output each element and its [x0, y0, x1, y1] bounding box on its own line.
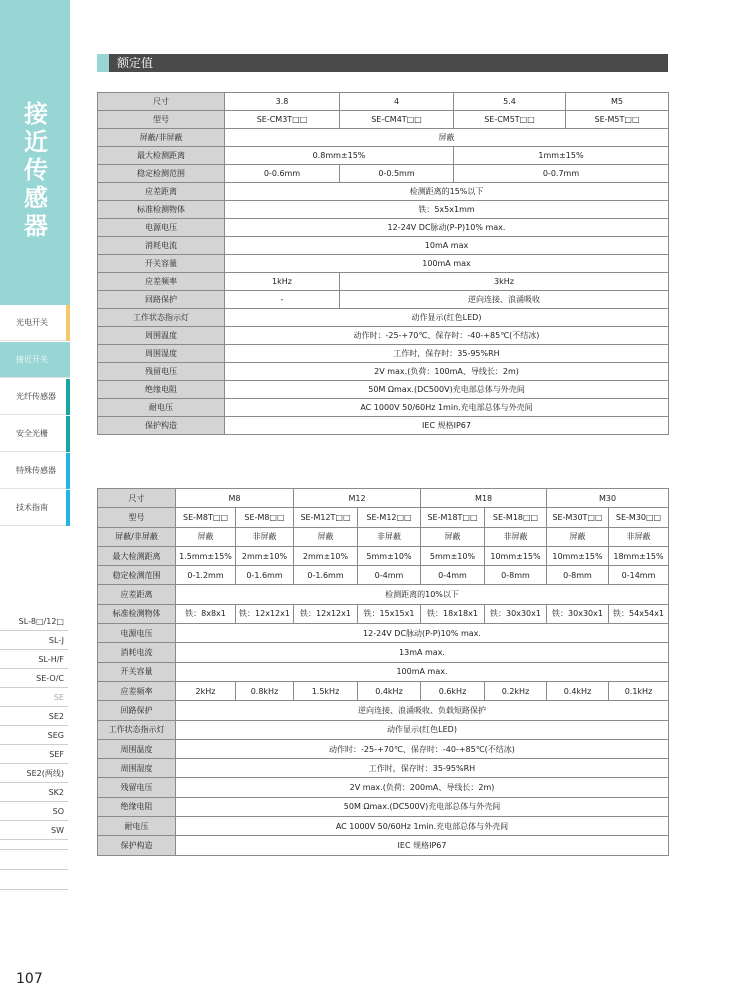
table-row — [98, 797, 669, 816]
table-row — [98, 585, 669, 604]
table-row — [98, 327, 669, 345]
table-cell: 18mm±15% — [609, 546, 669, 565]
row-label: 稳定检测范围 — [98, 566, 176, 585]
table-cell: 屏蔽 — [225, 129, 669, 147]
sidebar-item-special[interactable] — [0, 453, 70, 489]
series-item[interactable]: SEG — [0, 726, 68, 745]
table-cell: SE-M12□□ — [358, 508, 421, 527]
row-label: 周围湿度 — [98, 345, 225, 363]
row-label: 耐电压 — [98, 817, 176, 836]
row-label: 尺寸 — [98, 489, 176, 508]
divider — [0, 889, 68, 890]
table-cell: M8 — [176, 489, 294, 508]
row-label: 屏蔽/非屏蔽 — [98, 129, 225, 147]
table-cell: 10mm±15% — [485, 546, 547, 565]
table-cell: 4 — [340, 93, 454, 111]
table-cell: 铁：54x54x1 — [609, 604, 669, 623]
table-cell: 100mA max. — [176, 662, 669, 681]
table-cell: 0-14mm — [609, 566, 669, 585]
row-label: 耐电压 — [98, 399, 225, 417]
table-cell: 0-1.2mm — [176, 566, 236, 585]
table-row — [98, 624, 669, 643]
table-row — [98, 147, 669, 165]
series-item[interactable]: SL-J — [0, 631, 68, 650]
row-label: 电源电压 — [98, 624, 176, 643]
series-item[interactable]: SEF — [0, 745, 68, 764]
table-cell: 屏蔽 — [421, 527, 485, 546]
table-row — [98, 417, 669, 435]
table-row — [98, 546, 669, 565]
sidebar-title: 接 近 传 感 器 — [24, 100, 48, 240]
table-row — [98, 739, 669, 758]
category-marker — [66, 379, 70, 415]
table-row — [98, 345, 669, 363]
sidebar-item-label: 安全光栅 — [16, 429, 48, 438]
row-label: 保护构造 — [98, 417, 225, 435]
row-label: 屏蔽/非屏蔽 — [98, 527, 176, 546]
table-cell: 3kHz — [340, 273, 669, 291]
divider — [0, 849, 68, 850]
table-cell: 0-8mm — [485, 566, 547, 585]
table-row — [98, 183, 669, 201]
table-cell: 检测距离的10%以下 — [176, 585, 669, 604]
heading-accent — [97, 54, 109, 72]
series-item-current[interactable]: SE — [0, 688, 68, 707]
table-cell: 动作显示(红色LED) — [176, 720, 669, 739]
table-cell: AC 1000V 50/60Hz 1min.充电部总体与外壳间 — [176, 817, 669, 836]
table-cell: 动作时：-25-+70℃、保存时：-40-+85℃(不结冰) — [176, 739, 669, 758]
row-label: 工作状态指示灯 — [98, 720, 176, 739]
category-marker — [66, 305, 70, 341]
row-label: 最大检测距离 — [98, 546, 176, 565]
table-cell: SE-CM4T□□ — [340, 111, 454, 129]
row-label: 消耗电流 — [98, 643, 176, 662]
table-cell: 1mm±15% — [454, 147, 669, 165]
table-cell: M12 — [294, 489, 421, 508]
table-cell: 50M Ωmax.(DC500V)充电部总体与外壳间 — [176, 797, 669, 816]
table-cell: 0-4mm — [421, 566, 485, 585]
sidebar-item-label: 特殊传感器 — [16, 466, 56, 475]
table-cell: - — [225, 291, 340, 309]
row-label: 最大检测距离 — [98, 147, 225, 165]
sidebar-item-guide[interactable] — [0, 490, 70, 526]
category-marker — [66, 416, 70, 452]
series-item[interactable]: SO — [0, 802, 68, 821]
table-cell: 铁：12x12x1 — [294, 604, 358, 623]
table-cell: AC 1000V 50/60Hz 1min.充电部总体与外壳间 — [225, 399, 669, 417]
table-row — [98, 201, 669, 219]
table-cell: 1.5kHz — [294, 681, 358, 700]
table-cell: 工作时，保存时：35-95%RH — [176, 759, 669, 778]
table-row — [98, 701, 669, 720]
table-cell: 5mm±10% — [358, 546, 421, 565]
table-cell: 铁：5x5x1mm — [225, 201, 669, 219]
table-cell: 2V max.(负荷：100mA、导线长：2m) — [225, 363, 669, 381]
row-label: 周围温度 — [98, 739, 176, 758]
table-row — [98, 662, 669, 681]
sidebar-item-photoelectric[interactable] — [0, 305, 70, 341]
rating-table-small — [97, 92, 669, 435]
table-cell: 铁：30x30x1 — [485, 604, 547, 623]
table-cell: 0.6kHz — [421, 681, 485, 700]
table-cell: SE-M30T□□ — [547, 508, 609, 527]
table-cell: 屏蔽 — [547, 527, 609, 546]
table-cell: SE-M18T□□ — [421, 508, 485, 527]
table-cell: 0-1.6mm — [236, 566, 294, 585]
table-row — [98, 836, 669, 855]
row-label: 型号 — [98, 111, 225, 129]
table-cell: 1kHz — [225, 273, 340, 291]
table-cell: SE-M30□□ — [609, 508, 669, 527]
row-label: 残留电压 — [98, 363, 225, 381]
table-cell: 铁：8x8x1 — [176, 604, 236, 623]
table-row — [98, 759, 669, 778]
row-label: 型号 — [98, 508, 176, 527]
table-cell: 非屏蔽 — [358, 527, 421, 546]
row-label: 应差距离 — [98, 585, 176, 604]
table-row — [98, 604, 669, 623]
series-item[interactable]: SE2 — [0, 707, 68, 726]
table-cell: M5 — [566, 93, 669, 111]
table-cell: 动作显示(红色LED) — [225, 309, 669, 327]
table-cell: 0-4mm — [358, 566, 421, 585]
table-cell: 13mA max. — [176, 643, 669, 662]
category-marker — [66, 453, 70, 489]
series-item[interactable]: SL-H/F — [0, 650, 68, 669]
table-row — [98, 381, 669, 399]
table-row — [98, 817, 669, 836]
table-cell: 2V max.(负荷：200mA、导线长：2m) — [176, 778, 669, 797]
sidebar-item-fiber[interactable] — [0, 379, 70, 415]
table-cell: 2kHz — [176, 681, 236, 700]
table-row — [98, 489, 669, 508]
table-row — [98, 720, 669, 739]
table-row — [98, 93, 669, 111]
table-cell: 50M Ωmax.(DC500V)充电部总体与外壳间 — [225, 381, 669, 399]
table-row — [98, 681, 669, 700]
table-cell: 非屏蔽 — [236, 527, 294, 546]
table-row — [98, 399, 669, 417]
table-cell: SE-M8□□ — [236, 508, 294, 527]
section-heading — [97, 54, 668, 72]
table-cell: 铁：15x15x1 — [358, 604, 421, 623]
table-cell: 0-1.6mm — [294, 566, 358, 585]
table-cell: SE-M5T□□ — [566, 111, 669, 129]
table-cell: 检测距离的15%以下 — [225, 183, 669, 201]
sidebar-item-label: 技术指南 — [16, 503, 48, 512]
row-label: 周围温度 — [98, 327, 225, 345]
table-cell: 0-0.5mm — [340, 165, 454, 183]
row-label: 绝缘电阻 — [98, 381, 225, 399]
table-cell: 12-24V DC脉动(P-P)10% max. — [225, 219, 669, 237]
table-cell: 0-0.7mm — [454, 165, 669, 183]
row-label: 周围湿度 — [98, 759, 176, 778]
table-cell: 非屏蔽 — [609, 527, 669, 546]
table-cell: SE-CM5T□□ — [454, 111, 566, 129]
row-label: 应差频率 — [98, 681, 176, 700]
row-label: 保护构造 — [98, 836, 176, 855]
row-label: 应差距离 — [98, 183, 225, 201]
table-row — [98, 273, 669, 291]
series-item[interactable]: SE2(两线) — [0, 764, 68, 783]
table-cell: 铁：12x12x1 — [236, 604, 294, 623]
page-number: 107 — [16, 971, 43, 987]
table-cell: 屏蔽 — [176, 527, 236, 546]
table-cell: 动作时：-25-+70℃、保存时：-40-+85℃(不结冰) — [225, 327, 669, 345]
table-cell: 0.8kHz — [236, 681, 294, 700]
row-label: 消耗电流 — [98, 237, 225, 255]
table-cell: 2mm±10% — [294, 546, 358, 565]
section-title: 额定值 — [117, 56, 154, 70]
table-cell: 12-24V DC脉动(P-P)10% max. — [176, 624, 669, 643]
table-cell: 铁：30x30x1 — [547, 604, 609, 623]
table-row — [98, 363, 669, 381]
series-item[interactable]: SW — [0, 821, 68, 840]
sidebar-item-label: 光纤传感器 — [16, 392, 56, 401]
table-cell: 5mm±10% — [421, 546, 485, 565]
table-cell: 0.2kHz — [485, 681, 547, 700]
table-cell: SE-M12T□□ — [294, 508, 358, 527]
table-cell: 10mA max — [225, 237, 669, 255]
sidebar-item-label: 接近开关 — [16, 355, 48, 364]
table-row — [98, 111, 669, 129]
table-cell: SE-M18□□ — [485, 508, 547, 527]
row-label: 开关容量 — [98, 662, 176, 681]
table-cell: 10mm±15% — [547, 546, 609, 565]
table-row — [98, 219, 669, 237]
table-cell: 逆向连接、浪涌吸收 — [340, 291, 669, 309]
table-cell: 3.8 — [225, 93, 340, 111]
table-cell: 2mm±10% — [236, 546, 294, 565]
table-row — [98, 778, 669, 797]
row-label: 尺寸 — [98, 93, 225, 111]
sidebar-item-proximity[interactable] — [0, 342, 70, 378]
category-marker — [66, 490, 70, 526]
table-cell: M30 — [547, 489, 669, 508]
table-row — [98, 255, 669, 273]
table-cell: 0.4kHz — [358, 681, 421, 700]
row-label: 标准检测物体 — [98, 201, 225, 219]
table-row — [98, 508, 669, 527]
row-label: 应差频率 — [98, 273, 225, 291]
table-cell: 0.4kHz — [547, 681, 609, 700]
sidebar-item-label: 光电开关 — [16, 318, 48, 327]
row-label: 回路保护 — [98, 291, 225, 309]
table-cell: 0.8mm±15% — [225, 147, 454, 165]
table-row — [98, 527, 669, 546]
table-cell: IEC 规格IP67 — [225, 417, 669, 435]
series-item[interactable]: SL-8□/12□ — [0, 612, 68, 631]
row-label: 稳定检测范围 — [98, 165, 225, 183]
rating-table-threaded — [97, 488, 669, 856]
table-cell: 屏蔽 — [294, 527, 358, 546]
row-label: 标准检测物体 — [98, 604, 176, 623]
divider — [0, 869, 68, 870]
table-cell: 逆向连接、浪涌吸收、负载短路保护 — [176, 701, 669, 720]
series-item[interactable]: SK2 — [0, 783, 68, 802]
row-label: 残留电压 — [98, 778, 176, 797]
table-cell: SE-CM3T□□ — [225, 111, 340, 129]
table-cell: 0-8mm — [547, 566, 609, 585]
table-row — [98, 309, 669, 327]
row-label: 开关容量 — [98, 255, 225, 273]
table-row — [98, 129, 669, 147]
table-cell: 0.1kHz — [609, 681, 669, 700]
table-row — [98, 165, 669, 183]
sidebar-item-safety[interactable] — [0, 416, 70, 452]
table-cell: 0-0.6mm — [225, 165, 340, 183]
row-label: 绝缘电阻 — [98, 797, 176, 816]
table-cell: 1.5mm±15% — [176, 546, 236, 565]
table-cell: 工作时，保存时：35-95%RH — [225, 345, 669, 363]
table-cell: SE-M8T□□ — [176, 508, 236, 527]
sidebar-header — [0, 0, 70, 305]
table-row — [98, 237, 669, 255]
row-label: 工作状态指示灯 — [98, 309, 225, 327]
table-cell: M18 — [421, 489, 547, 508]
table-cell: IEC 规格IP67 — [176, 836, 669, 855]
table-cell: 铁：18x18x1 — [421, 604, 485, 623]
table-cell: 100mA max — [225, 255, 669, 273]
table-cell: 5.4 — [454, 93, 566, 111]
row-label: 电源电压 — [98, 219, 225, 237]
row-label: 回路保护 — [98, 701, 176, 720]
table-cell: 非屏蔽 — [485, 527, 547, 546]
table-row — [98, 643, 669, 662]
table-row — [98, 291, 669, 309]
table-row — [98, 566, 669, 585]
series-item[interactable]: SE-O/C — [0, 669, 68, 688]
